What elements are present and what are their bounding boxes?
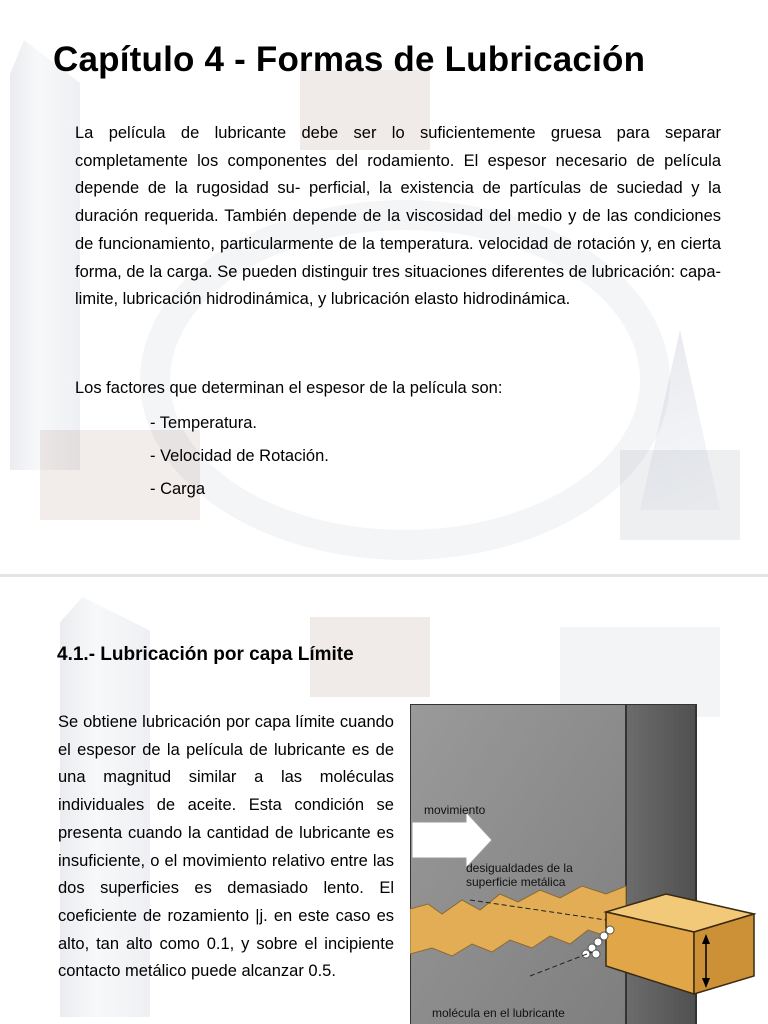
slide-2 — [0, 577, 768, 1024]
boundary-lubrication-figure — [410, 704, 756, 1024]
figure-label-molecule: molécula en el lubricante — [432, 1006, 565, 1020]
factor-item: - Carga — [150, 480, 206, 498]
molecule — [592, 950, 600, 958]
factors-list — [150, 411, 329, 510]
molecule — [606, 926, 614, 934]
figure-label-roughness-2: superficie metálica — [466, 875, 566, 889]
molecule — [594, 938, 602, 946]
factors-intro: Los factores que determinan el espesor de la película son: — [75, 379, 503, 397]
watermark-tower — [10, 40, 80, 470]
watermark-truck — [620, 450, 740, 540]
factor-item: - Temperatura. — [150, 414, 257, 432]
molecule — [600, 932, 608, 940]
intro-paragraph: La película de lubricante debe ser lo suficientemente gruesa para separar completamente los componentes del rodamiento. El espesor necesario de película depende de la rugosidad su- perficial, la existencia de partículas de suciedad y la duración requerida. También depende de la viscosidad del medio y de las condiciones de funcionamiento, particularmente de la temperatura. velocidad de rotación y, en cierta forma, de la carga. Se pueden distinguir tres situaciones diferentes de lubricación: capa-limite, lubricación hidrodinámica, y lubricación elasto hidrodinámica. — [75, 124, 721, 309]
section-paragraph: Se obtiene lubricación por capa límite cuando el espesor de la película de lubricante es de una magnitud similar a las moléculas individuales de aceite. Esta condición se presenta cuando la cantidad de lubricante es insuficiente, o el movimiento relativo entre las dos superficies es demasiado lento. El coeficiente de rozamiento |j. en este caso es alto, tan alto como 0.1, y sobre el incipiente contacto metálico puede alcanzar 0.5. — [58, 713, 394, 981]
chapter-title: Capítulo 4 - Formas de Lubricación — [53, 40, 646, 79]
section-title: 4.1.- Lubricación por capa Límite — [57, 644, 354, 665]
figure-label-motion: movimiento — [424, 803, 486, 817]
figure-label-roughness-1: desigualdades de la — [466, 861, 573, 875]
factor-item: - Velocidad de Rotación. — [150, 447, 329, 465]
